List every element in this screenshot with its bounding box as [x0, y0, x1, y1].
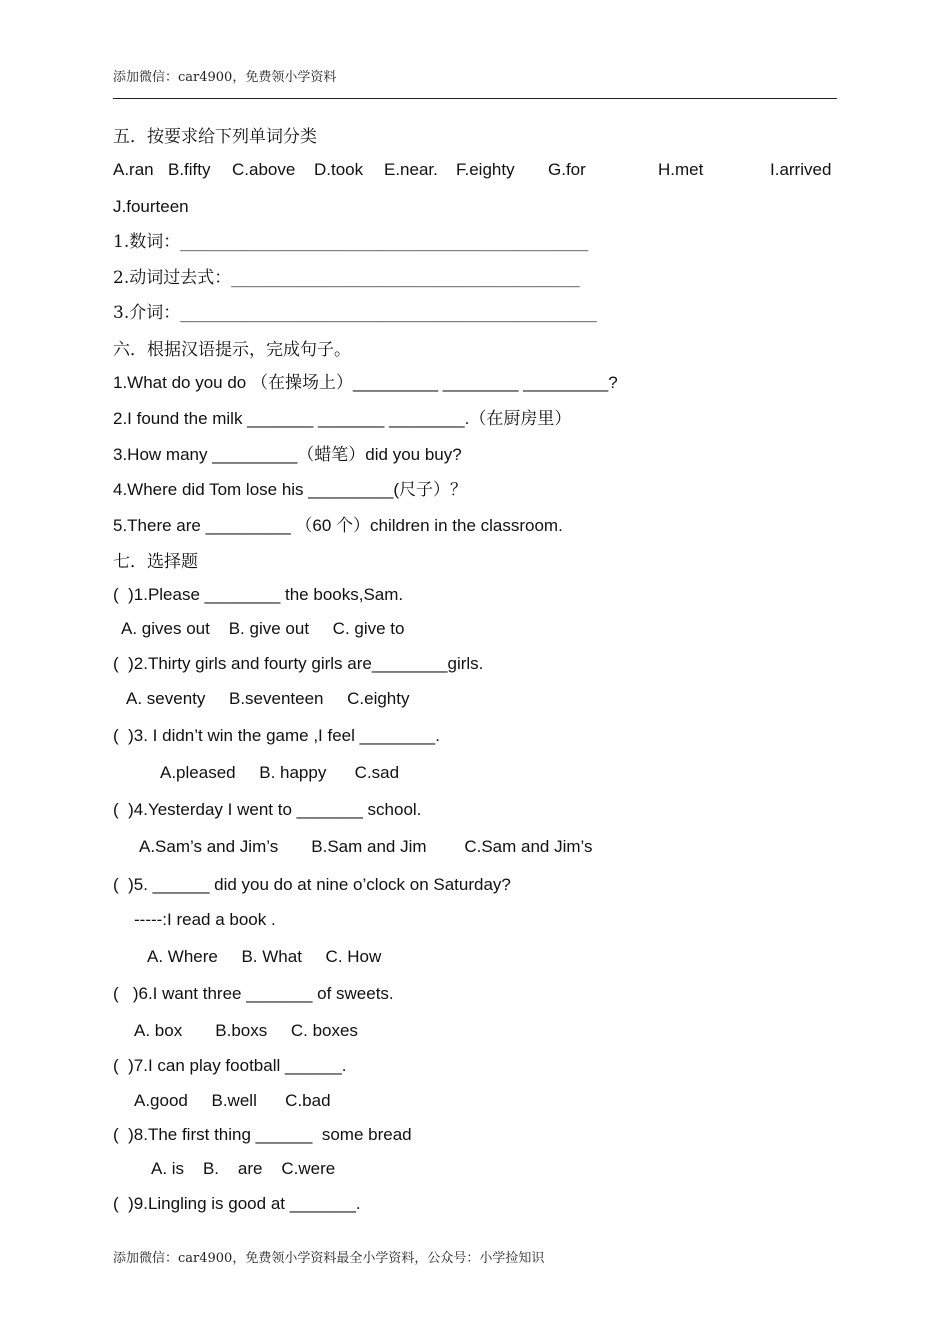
question-text: ( )6.I want three _______ of sweets.: [113, 984, 394, 1003]
section6-title: 六．根据汉语提示，完成句子。: [113, 340, 351, 360]
question-text: ( )5. ______ did you do at nine o’clock on Saturday?: [113, 875, 511, 894]
word-option: E.near.: [384, 160, 438, 179]
word-option: I.arrived: [770, 160, 832, 179]
question-text: ( )1.Please ________ the books,Sam.: [113, 585, 404, 604]
question-text: ( )3. I didn’t win the game ,I feel ________.: [113, 726, 440, 745]
word-option: J.fourteen: [113, 197, 189, 216]
question-options: A.pleased B. happy C.sad: [160, 763, 400, 782]
sentence-item: 2.I found the milk _______ _______ ________.（在厨房里）: [113, 409, 572, 428]
question-options: A.good B.well C.bad: [134, 1091, 331, 1110]
question-text: ( )2.Thirty girls and fourty girls are________girls.: [113, 654, 484, 673]
section7-title: 七．选择题: [113, 552, 198, 572]
word-option: G.for: [548, 160, 586, 179]
question-text: ( )8.The first thing ______ some bread: [113, 1125, 412, 1144]
question-options: A. gives out B. give out C. give to: [121, 619, 405, 638]
sentence-item: 5.There are _________ （60 个）children in the classroom.: [113, 516, 563, 535]
question-text: ( )9.Lingling is good at _______.: [113, 1194, 361, 1213]
question-answer-line: -----:I read a book .: [134, 910, 276, 929]
question-text: ( )7.I can play football ______.: [113, 1056, 347, 1075]
classify-line-past-tense: 2.动词过去式：_________________________________________: [113, 268, 580, 288]
question-options: A. seventy B.seventeen C.eighty: [126, 689, 410, 708]
classify-line-numerals: 1.数词：________________________________________________: [113, 232, 589, 252]
sentence-item: 3.How many _________（蜡笔）did you buy?: [113, 445, 462, 464]
sentence-item: 1.What do you do （在操场上）_________ ________ _________?: [113, 373, 618, 392]
section5-title: 五．按要求给下列单词分类: [113, 127, 317, 147]
word-option: C.above: [232, 160, 296, 179]
word-option: H.met: [658, 160, 704, 179]
classify-line-prepositions: 3.介词：_________________________________________________: [113, 303, 597, 323]
word-option: A.ran: [113, 160, 154, 179]
word-option: B.fifty: [168, 160, 211, 179]
page-header: 添加微信：car4900，免费领小学资料: [113, 70, 337, 85]
question-options: A. is B. are C.were: [151, 1159, 336, 1178]
question-options: A. Where B. What C. How: [147, 947, 382, 966]
question-options: A. box B.boxs C. boxes: [134, 1021, 358, 1040]
question-text: ( )4.Yesterday I went to _______ school.: [113, 800, 422, 819]
sentence-item: 4.Where did Tom lose his _________(尺子）？: [113, 480, 468, 499]
header-divider: [113, 98, 837, 99]
page-footer: 添加微信：car4900，免费领小学资料最全小学资料，公众号：小学捡知识: [113, 1251, 545, 1266]
word-option: D.took: [314, 160, 364, 179]
question-options: A.Sam’s and Jim’s B.Sam and Jim C.Sam and Jim’s: [139, 837, 593, 856]
word-option: F.eighty: [456, 160, 515, 179]
